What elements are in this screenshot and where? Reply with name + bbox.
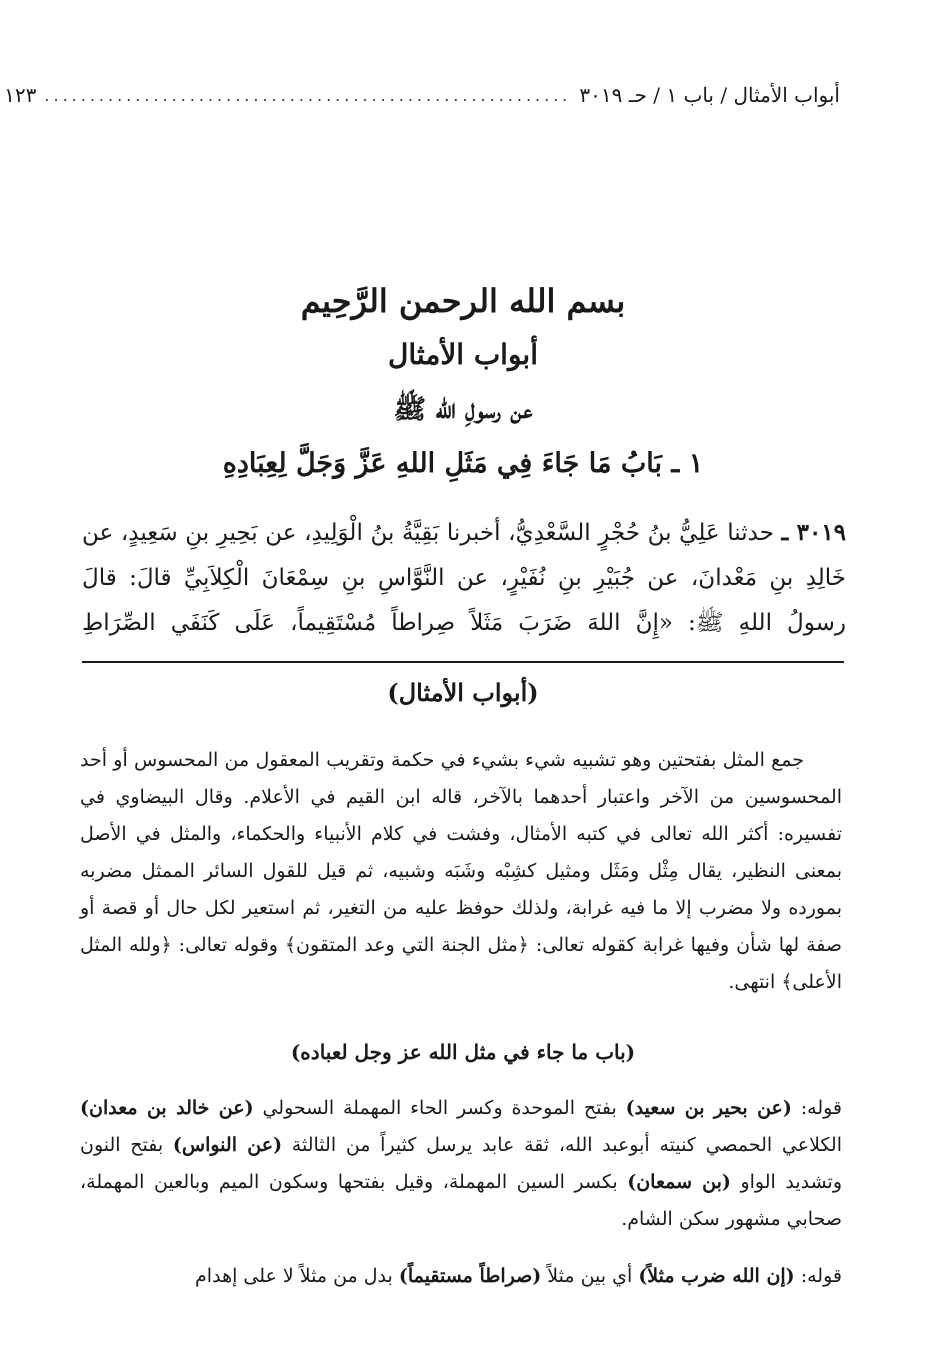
para2-text-3: بفتح النون وتشديد الواو <box>80 1134 842 1193</box>
hadith-text: حدثنا عَلِيُّ بنُ حُجْرٍ السَّعْدِيُّ، أخبرنا بَقِيَّةُ بنُ الْوَلِيدِ، عن بَحِيرِ بنِ سَعِيدٍ، عن خَالِدِ بنِ مَعْدانَ، عن جُبَيْرِ بنِ نُفَيْرٍ، عن النَّوَّاسِ بنِ سِمْعَانَ الْكِلاَبِيِّ قالَ: قالَ رسولُ اللهِ ﷺ: «إِنَّ اللهَ ضَرَبَ مَثَلاً صِراطاً مُسْتَقِيماً، عَلَى كَنَفَي الصِّرَاطِ <box>82 520 846 636</box>
page-number: ١٢٣ <box>4 83 37 107</box>
para2-quote-4: (بن سمعان) <box>627 1171 731 1193</box>
para3-quote-1: (إن الله ضرب مثلاً) <box>638 1265 795 1287</box>
commentary-paragraph-3 <box>80 1258 842 1295</box>
chapter-title: ١ ـ بَابُ مَا جَاءَ فِي مَثَلِ اللهِ عَزَّ وَجَلَّ لِعِبَادِهِ <box>222 448 704 479</box>
para3-text-1: أي بين مثلاً <box>547 1265 633 1287</box>
para2-quote-2: (عن خالد بن معدان) <box>80 1097 254 1119</box>
header-leader-dots: .......................................................... <box>44 85 572 105</box>
header-title: أبواب الأمثال / باب ١ / حـ ٣٠١٩ <box>579 83 840 107</box>
para3-quote-2: (صراطاً مستقيماً) <box>398 1265 542 1287</box>
hadith-text-block <box>82 510 846 646</box>
para2-lead: قوله: <box>800 1097 843 1119</box>
para3-text-2: بدل من مثلاً لا على إهدام <box>195 1265 393 1287</box>
para3-lead: قوله: <box>800 1265 842 1287</box>
commentary-paragraph-2 <box>80 1090 842 1238</box>
para2-text-2: الكلاعي الحمصي كنيته أبوعبد الله، ثقة عابد يرسل كثيراً من الثالثة <box>291 1134 842 1156</box>
commentary-subheading: (باب ما جاء في مثل الله عز وجل لعباده) <box>290 1040 636 1064</box>
section-divider <box>82 661 844 663</box>
book-title: أبواب الأمثال <box>388 338 538 371</box>
sub-title: عن رسولِ الله ﷺ <box>393 394 533 425</box>
commentary-heading: (أبواب الأمثال) <box>387 678 539 707</box>
para2-quote-3: (عن النواس) <box>172 1134 283 1156</box>
hadith-number: ٣٠١٩ ـ <box>781 519 847 546</box>
running-header <box>4 78 840 112</box>
commentary-paragraph-1 <box>80 742 842 1001</box>
basmala: بسم الله الرحمن الرَّحِيم <box>300 282 626 320</box>
paragraph-1-text: جمع المثل بفتحتين وهو تشبيه شيء بشيء في حكمة وتقريب المعقول من المحسوس أو أحد المحسوسين من الآخر واعتبار أحدهما بالآخر، قاله ابن القيم في الأعلام. وقال البيضاوي في تفسيره: أكثر الله تعالى في كتبه الأمثال، وفشت في كلام الأنبياء والحكماء، والمثل في الأصل بمعنى النظير، يقال مِثْل ومَثَل ومثيل كشِبْه وشَبَه وشبيه، ثم قيل للقول السائر الممثل مضربه بمورده ولا مضرب إلا ما فيه غرابة، ولذلك حوفظ عليه من التغير، ثم استعير لكل حال أو قصة أو صفة لها شأن وفيها غرابة كقوله تعالى: ﴿مثل الجنة التي وعد المتقون﴾ وقوله تعالى: ﴿ولله المثل الأعلى﴾ انتهى. <box>80 749 842 993</box>
para2-text-4: بكسر السين المهملة، وقيل بفتحها وسكون الميم وبالعين المهملة، صحابي مشهور سكن الشام. <box>80 1171 842 1230</box>
para2-text-1: بفتح الموحدة وكسر الحاء المهملة السحولي <box>262 1097 617 1119</box>
para2-quote-1: (عن بحير بن سعيد) <box>625 1097 792 1119</box>
